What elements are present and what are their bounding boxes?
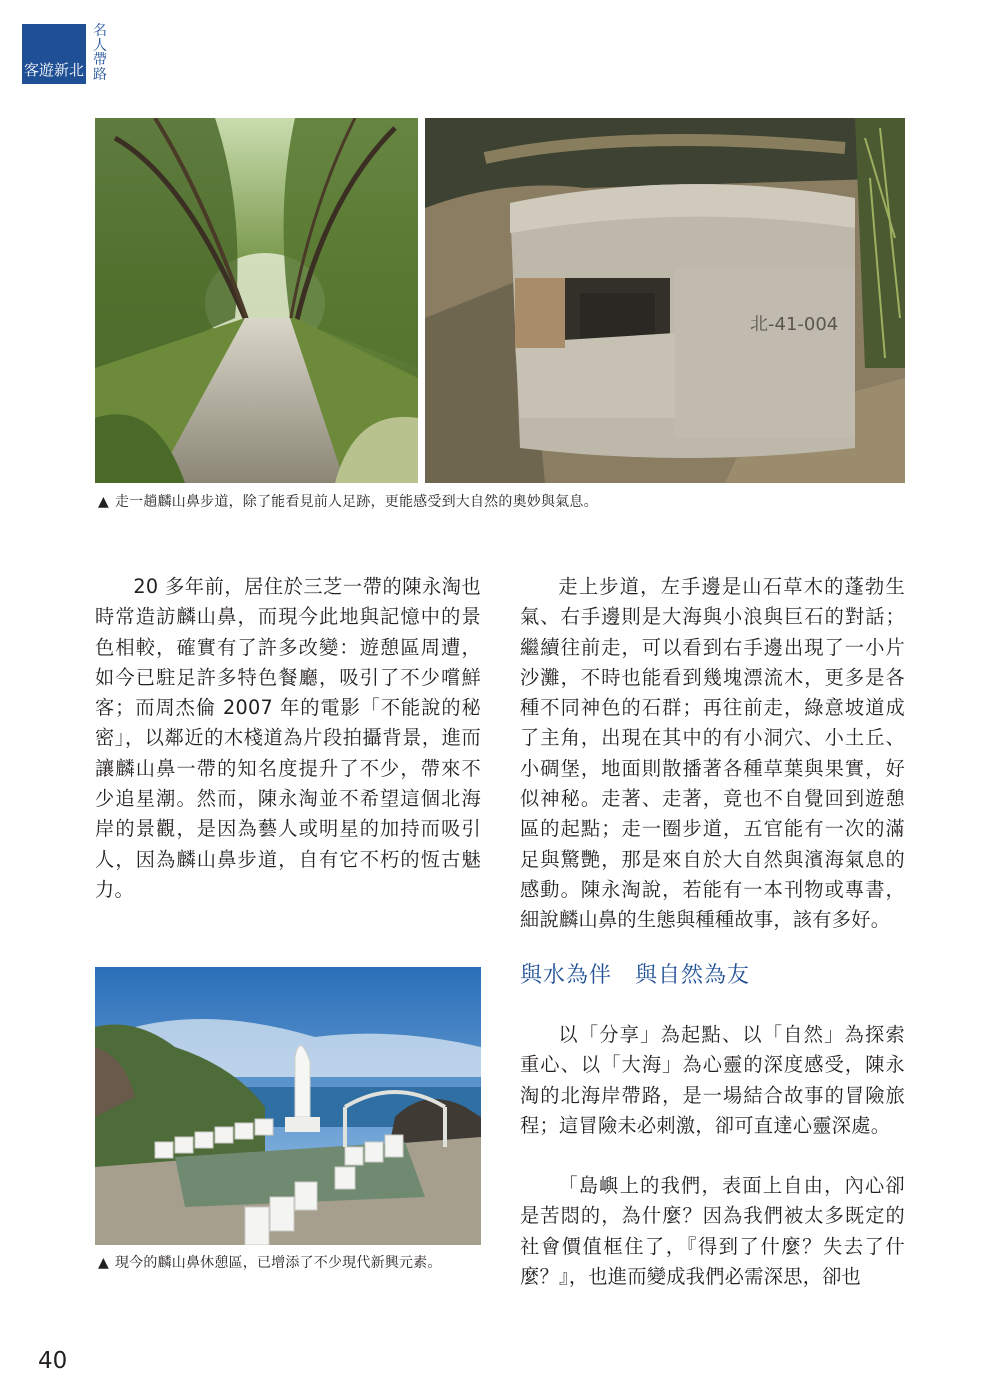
caption-marker-icon: ▲ <box>98 494 109 510</box>
page-number: 40 <box>38 1348 68 1374</box>
right-column-top <box>520 572 905 936</box>
left-column <box>95 572 481 905</box>
right-column-bottom <box>520 1020 905 1292</box>
bottom-photo-caption <box>98 1252 442 1272</box>
caption-marker-icon: ▲ <box>98 1255 109 1271</box>
top-caption-text: 走一趟麟山鼻步道，除了能看見前人足跡，更能感受到大自然的奧妙與氣息。 <box>114 494 598 510</box>
section-heading: 與水為伴 與自然為友 <box>520 963 751 988</box>
right-paragraph-3: 「島嶼上的我們，表面上自由，內心卻是苦悶的，為什麼？因為我們被太多既定的社會價值框住了，『得到了什麼？失去了什麼？』，也進而變成我們必需深思，卻也 <box>520 1174 905 1289</box>
left-paragraph: 20 多年前，居住於三芝一帶的陳永淘也時常造訪麟山鼻，而現今此地與記憶中的景色相較，確實有了許多改變：遊憩區周遭，如今已駐足許多特色餐廳，吸引了不少嚐鮮客；而周杰倫 2007 年的電影「不能說的秘密」，以鄰近的木棧道為片段拍攝背景，進而讓麟山鼻一帶的知名度提升了不少，帶來不少追星潮。然而，陳永淘並不希望這個北海岸的景觀，是因為藝人或明星的加持而吸引人，因為麟山鼻步道，自有它不朽的恆古魅力。 <box>95 575 481 901</box>
right-paragraph-1: 走上步道，左手邊是山石草木的蓬勃生氣、右手邊則是大海與小浪與巨石的對話；繼續往前走，可以看到右手邊出現了一小片沙灘，不時也能看到幾塊漂流木，更多是各種不同神色的石群；再往前走，綠意坡道成了主角，出現在其中的有小洞穴、小土丘、小碉堡，地面則散播著各種草葉與果實，好似神秘。走著、走著，竟也不自覺回到遊憩區的起點；走一圈步道，五官能有一次的滿足與驚艷，那是來自於大自然與濱海氣息的感動。陳永淘說，若能有一本刊物或專書，細說麟山鼻的生態與種種故事，該有多好。 <box>520 575 905 932</box>
bottom-caption-text: 現今的麟山鼻休憩區，已增添了不少現代新興元素。 <box>114 1255 442 1271</box>
series-label: 名人帶路 <box>93 23 107 83</box>
section-tab <box>22 24 86 84</box>
rest-area-photo <box>95 967 481 1245</box>
bunker-marking: 北-41-004 <box>750 314 839 335</box>
trail-photo <box>95 118 418 483</box>
top-photo-caption <box>98 491 598 511</box>
bunker-photo <box>425 118 905 483</box>
right-paragraph-2: 以「分享」為起點、以「自然」為探索重心、以「大海」為心靈的深度感受，陳永淘的北海岸帶路，是一場結合故事的冒險旅程；這冒險未必刺激，卻可直達心靈深處。 <box>520 1023 905 1137</box>
section-label: 客遊新北 <box>23 61 84 79</box>
